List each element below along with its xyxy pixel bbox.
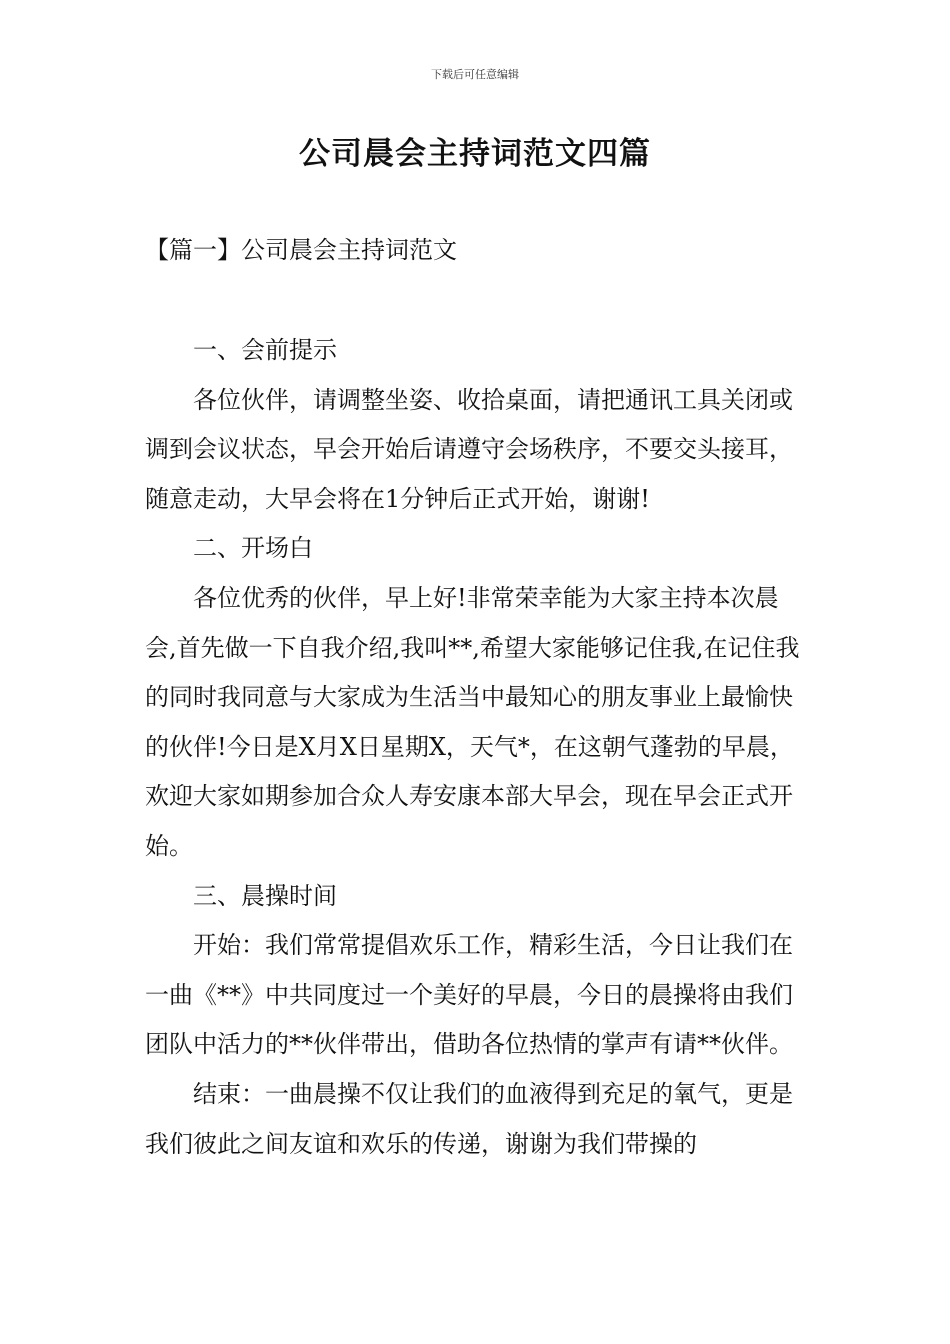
section-heading-opening: 二、开场白 bbox=[193, 534, 313, 563]
paragraph-opening: 各位优秀的伙伴，早上好!非常荣幸能为大家主持本次晨会,首先做一下自我介绍,我叫**,希望大家能够记住我,在记住我的同时我同意与大家成为生活当中最知心的朋友事业上最愉快的伙伴!今日是X月X日星期X，天气*，在这朝气蓬勃的早晨，欢迎大家如期参加合众人寿安康本部大早会，现在早会正式开始。 bbox=[145, 583, 800, 860]
section-heading-exercise: 三、晨操时间 bbox=[193, 881, 337, 910]
document-body bbox=[145, 326, 810, 1169]
document-title: 公司晨会主持词范文四篇 bbox=[299, 136, 651, 172]
paragraph-exercise-end: 结束：一曲晨操不仅让我们的血液得到充足的氧气，更是我们彼此之间友谊和欢乐的传递，谢谢为我们带操的 bbox=[145, 1079, 793, 1158]
part-heading: 【篇一】公司晨会主持词范文 bbox=[145, 236, 457, 264]
paragraph-pre-meeting: 各位伙伴，请调整坐姿、收拾桌面，请把通讯工具关闭或调到会议状态，早会开始后请遵守会场秩序，不要交头接耳，随意走动，大早会将在1分钟后正式开始，谢谢! bbox=[145, 385, 793, 513]
paragraph-exercise-start: 开始：我们常常提倡欢乐工作，精彩生活，今日让我们在一曲《**》中共同度过一个美好的早晨，今日的晨操将由我们团队中活力的**伙伴带出，借助各位热情的掌声有请**伙伴。 bbox=[145, 931, 793, 1059]
header-note: 下载后可任意编辑 bbox=[431, 68, 519, 81]
section-heading-pre-meeting: 一、会前提示 bbox=[193, 336, 337, 364]
